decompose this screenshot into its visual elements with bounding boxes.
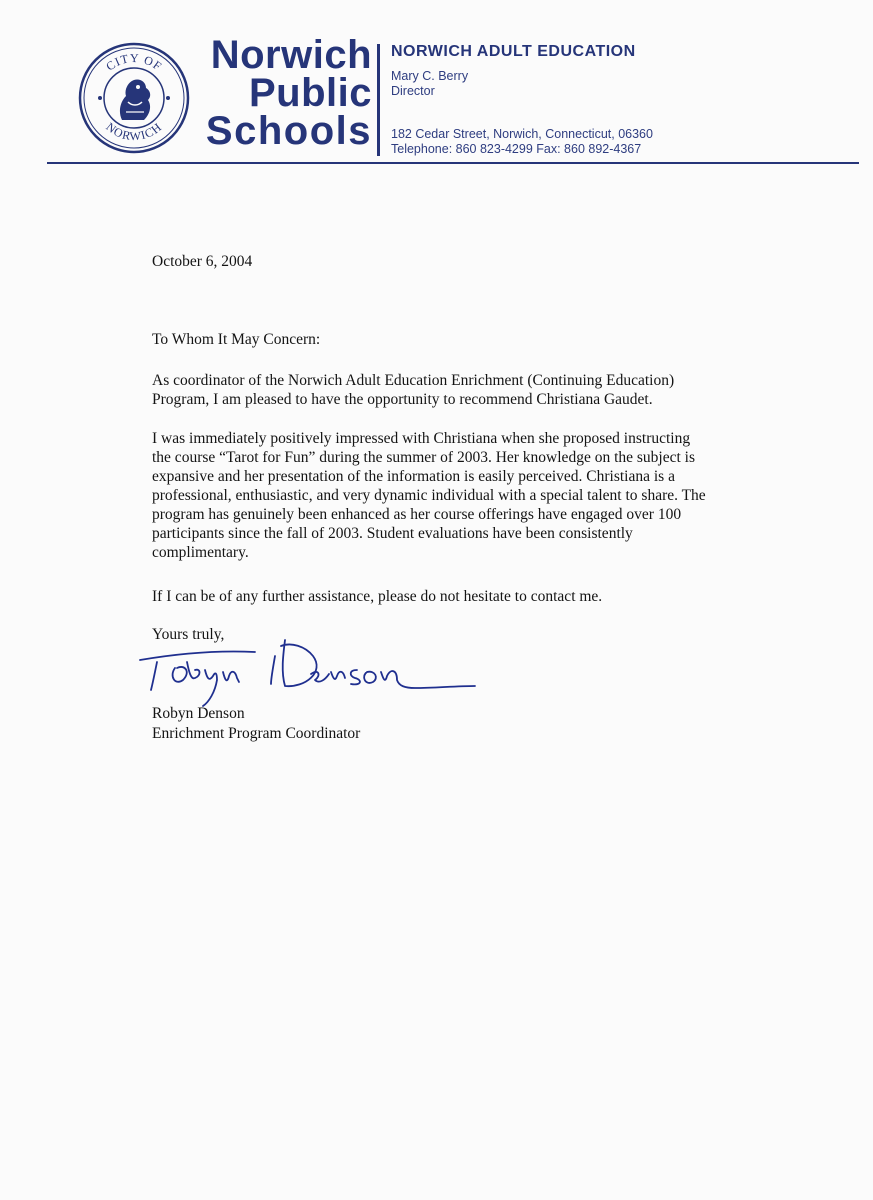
paragraph-1	[152, 371, 792, 409]
paragraph-2-line: I was immediately positively impressed with Christiana when she proposed instructing	[152, 430, 691, 447]
salutation: To Whom It May Concern:	[152, 331, 321, 348]
letterhead-rule	[47, 162, 859, 164]
letterhead-divider	[377, 44, 380, 156]
address: 182 Cedar Street, Norwich, Connecticut, 06360	[391, 127, 653, 141]
school-name	[186, 33, 372, 153]
school-name-line-1: Norwich	[210, 33, 372, 77]
phone-fax: Telephone: 860 823-4299 Fax: 860 892-4367	[391, 142, 642, 156]
paragraph-3: If I can be of any further assistance, please do not hesitate to contact me.	[152, 588, 603, 605]
school-name-line-3: Schools	[205, 109, 372, 153]
paragraph-2-line: complimentary.	[152, 544, 249, 561]
letter-date: October 6, 2004	[152, 253, 253, 270]
paragraph-2-line: professional, enthusiastic, and very dynamic individual with a special talent to share. The	[152, 487, 706, 504]
director-name: Mary C. Berry	[391, 69, 469, 83]
director-title: Director	[391, 84, 435, 98]
letterhead-details	[391, 42, 653, 157]
paragraph-2-line: the course “Tarot for Fun” during the summer of 2003. Her knowledge on the subject is	[152, 449, 695, 466]
paragraph-1-line: As coordinator of the Norwich Adult Education Enrichment (Continuing Education)	[152, 372, 675, 389]
svg-text:CITY OF: CITY OF	[103, 50, 165, 74]
paragraph-2	[152, 429, 792, 562]
signer-name: Robyn Denson	[152, 705, 245, 722]
paragraph-2-line: program has genuinely been enhanced as her course offerings have engaged over 100	[152, 506, 682, 523]
closing: Yours truly,	[152, 626, 225, 643]
paragraph-1-line: Program, I am pleased to have the opportunity to recommend Christiana Gaudet.	[152, 391, 653, 408]
paragraph-2-line: expansive and her presentation of the information is easily perceived. Christiana is a	[152, 468, 675, 485]
city-seal-logo	[78, 42, 190, 154]
paragraph-2-line: participants since the fall of 2003. Student evaluations have been consistently	[152, 525, 633, 542]
signer-title: Enrichment Program Coordinator	[152, 725, 361, 742]
department-title: NORWICH ADULT EDUCATION	[391, 43, 636, 60]
svg-text:NORWICH: NORWICH	[103, 119, 165, 144]
school-name-line-2: Public	[248, 71, 372, 115]
